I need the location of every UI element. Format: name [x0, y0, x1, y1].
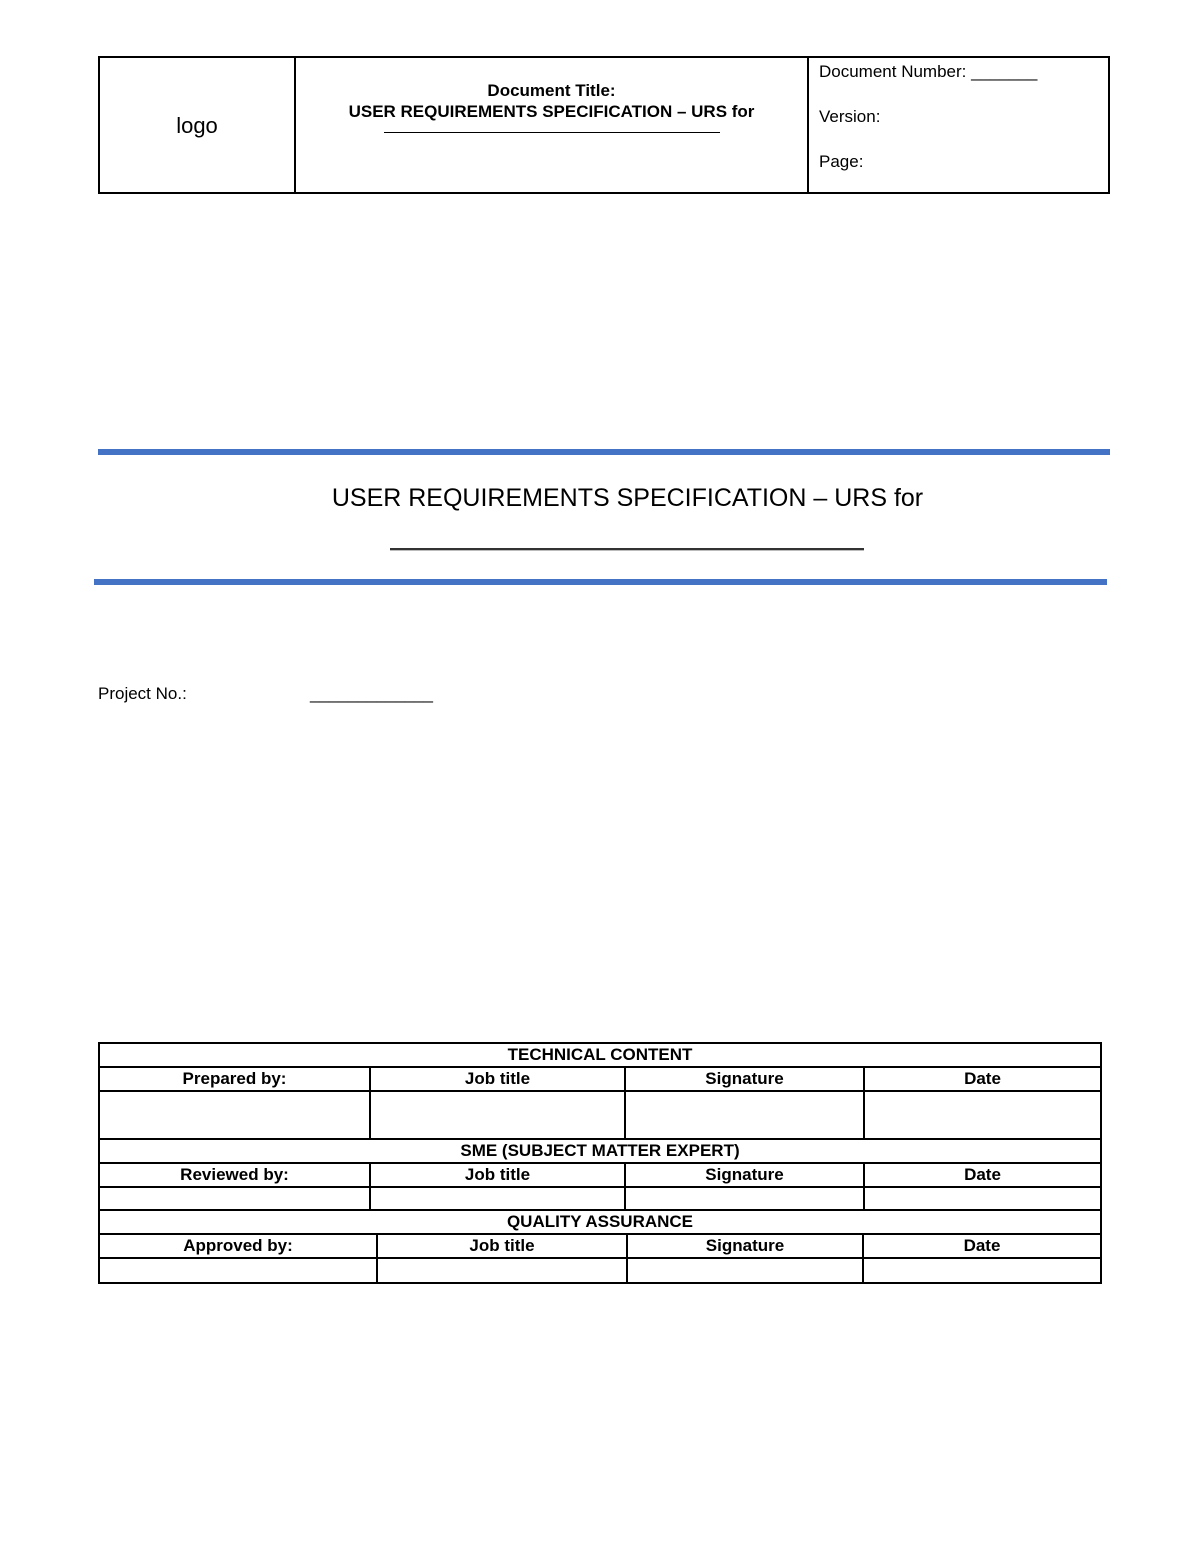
- top-blue-rule: [98, 449, 1110, 455]
- approved-date-field[interactable]: [864, 1259, 1100, 1282]
- job-title-header: Job title: [378, 1235, 628, 1257]
- project-number-label: Project No.:: [98, 684, 187, 703]
- prepared-job-title-field[interactable]: [371, 1092, 626, 1138]
- document-header: [98, 56, 1110, 194]
- approved-by-field[interactable]: [100, 1259, 378, 1282]
- prepared-by-field[interactable]: [100, 1092, 371, 1138]
- signature-header: Signature: [626, 1068, 865, 1090]
- document-version: Version:: [819, 107, 881, 126]
- reviewed-by-header: Reviewed by:: [100, 1164, 371, 1186]
- document-meta-cell: [809, 58, 1108, 192]
- technical-content-heading: TECHNICAL CONTENT: [100, 1044, 1100, 1068]
- technical-header-row: [100, 1068, 1100, 1092]
- prepared-date-field[interactable]: [865, 1092, 1100, 1138]
- reviewed-job-title-field[interactable]: [371, 1188, 626, 1209]
- main-title: USER REQUIREMENTS SPECIFICATION – URS for: [331, 484, 924, 512]
- signature-header: Signature: [626, 1164, 865, 1186]
- document-number: Document Number: _______: [819, 62, 1038, 81]
- logo-placeholder: [100, 58, 296, 192]
- document-title-text: USER REQUIREMENTS SPECIFICATION – URS for: [348, 102, 755, 121]
- quality-assurance-heading: QUALITY ASSURANCE: [100, 1211, 1100, 1235]
- reviewed-signature-field[interactable]: [626, 1188, 865, 1209]
- job-title-header: Job title: [371, 1068, 626, 1090]
- prepared-signature-field[interactable]: [626, 1092, 865, 1138]
- qa-entry-row: [100, 1259, 1100, 1282]
- document-title-label: Document Title:: [487, 81, 616, 100]
- reviewed-by-field[interactable]: [100, 1188, 371, 1209]
- logo-text: logo: [176, 113, 218, 138]
- approved-signature-field[interactable]: [628, 1259, 864, 1282]
- date-header: Date: [963, 1236, 1001, 1255]
- title-blank-line: [384, 132, 720, 133]
- technical-entry-row: [100, 1092, 1100, 1140]
- document-page: Page:: [819, 152, 864, 171]
- date-header: Date: [964, 1165, 1001, 1184]
- job-title-header: Job title: [371, 1164, 626, 1186]
- signature-table: [98, 1042, 1102, 1284]
- prepared-by-header: Prepared by:: [100, 1068, 371, 1090]
- sme-entry-row: [100, 1188, 1100, 1211]
- document-title-cell: [296, 58, 809, 192]
- bottom-blue-rule: [94, 579, 1107, 585]
- main-title-blank-line: [390, 548, 864, 550]
- sme-header-row: [100, 1164, 1100, 1188]
- approved-job-title-field[interactable]: [378, 1259, 628, 1282]
- project-number-field[interactable]: _____________: [310, 684, 433, 703]
- reviewed-date-field[interactable]: [865, 1188, 1100, 1209]
- approved-by-header: Approved by:: [100, 1235, 378, 1257]
- date-header: Date: [964, 1069, 1001, 1088]
- qa-header-row: [100, 1235, 1100, 1259]
- signature-header: Signature: [628, 1235, 864, 1257]
- sme-heading: SME (SUBJECT MATTER EXPERT): [100, 1140, 1100, 1164]
